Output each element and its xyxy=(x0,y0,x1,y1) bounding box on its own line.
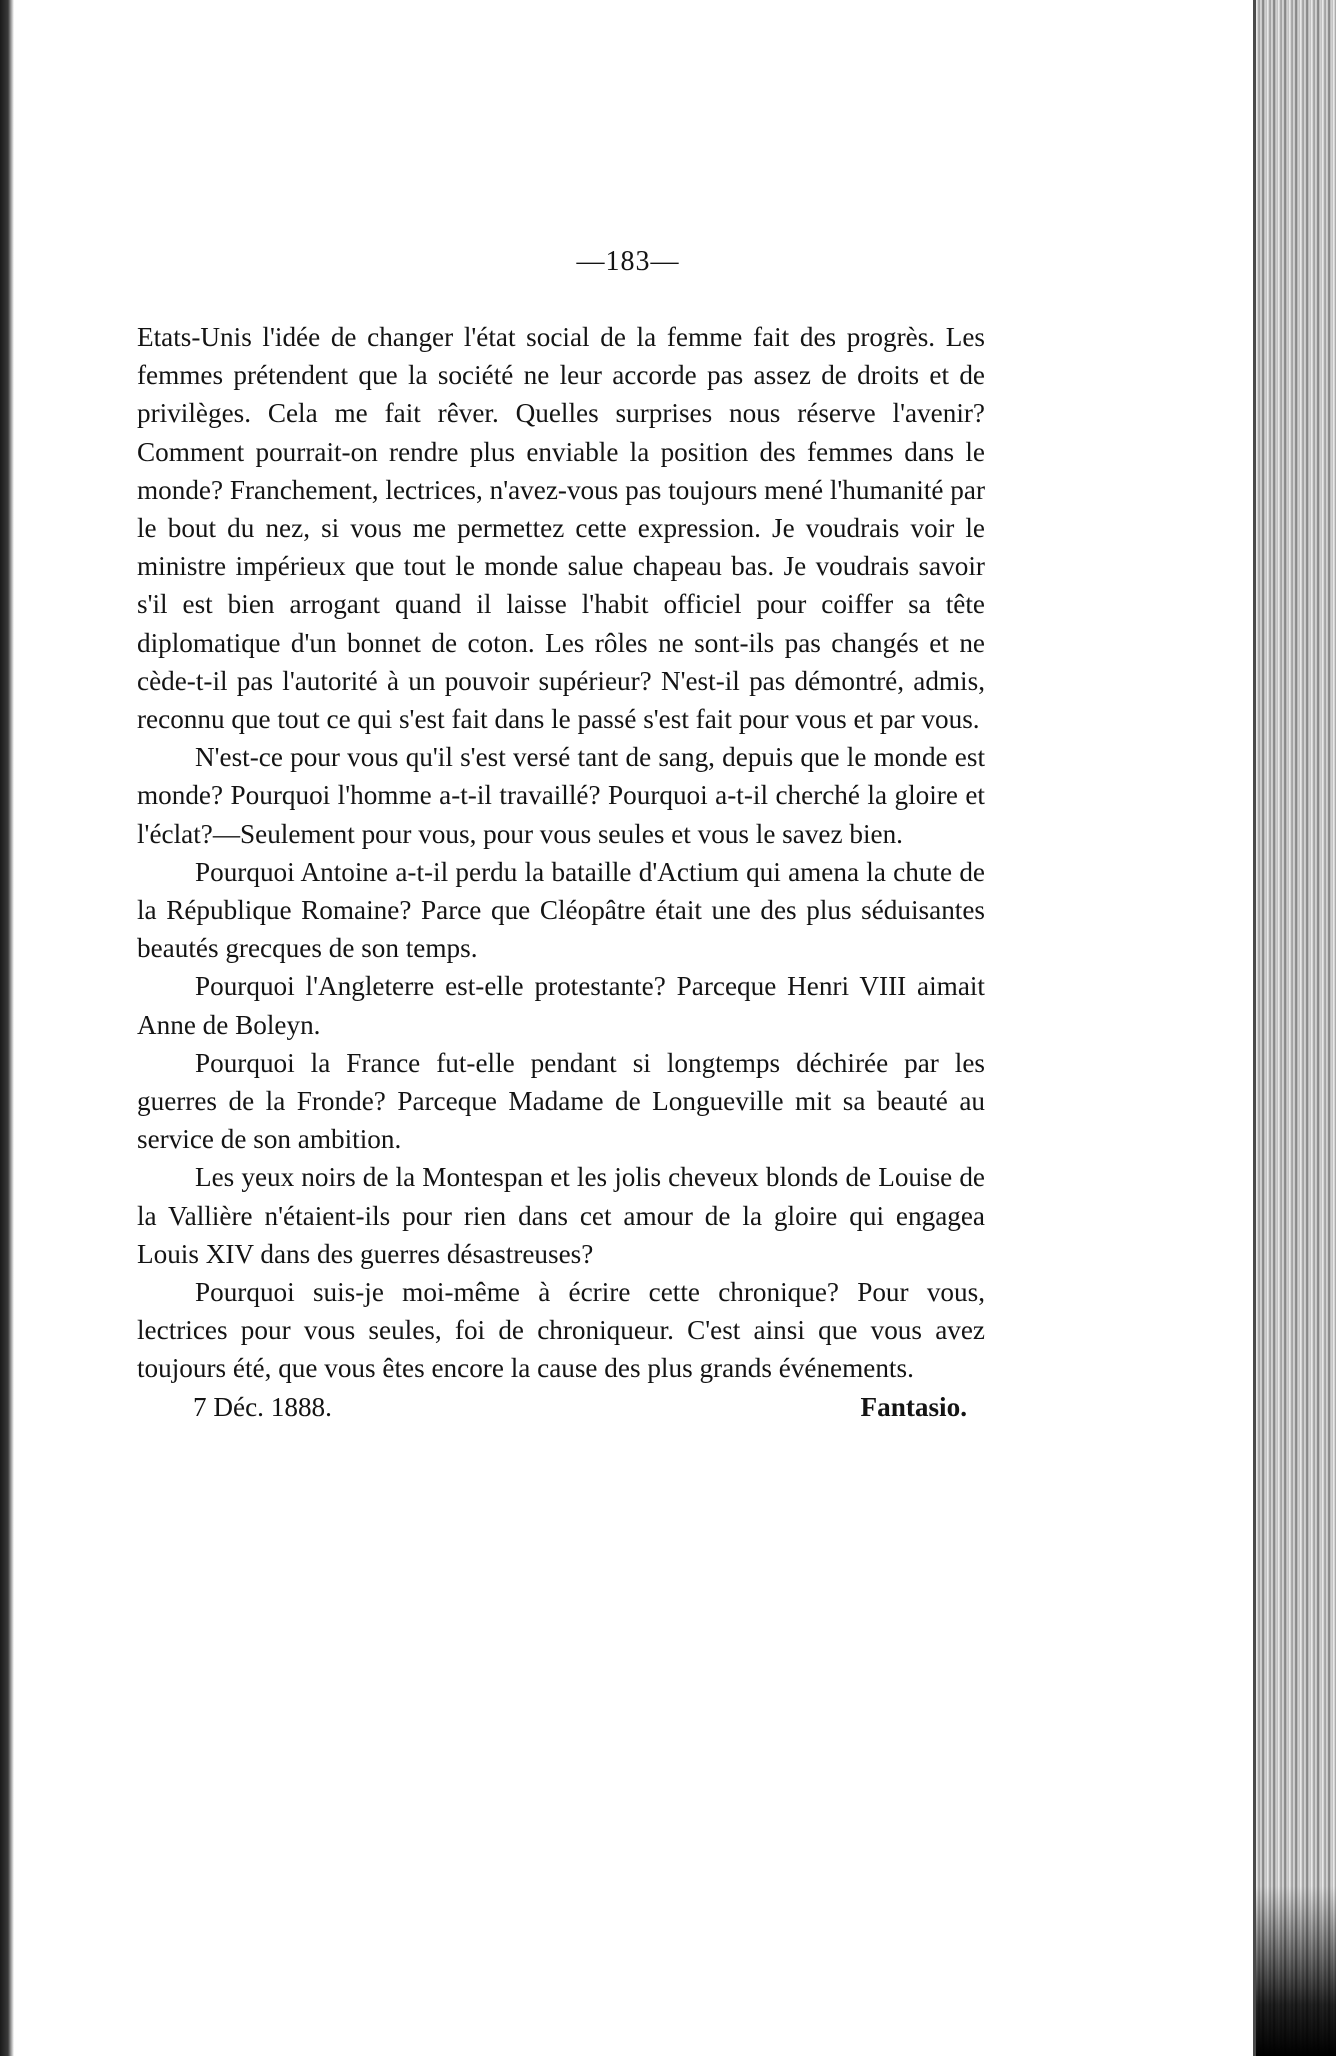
page-edge-shadow xyxy=(1256,1886,1336,2056)
paragraph: Les yeux noirs de la Montespan et les jolis cheveux blonds de Louise de la Vallière n'étaient-ils pour rien dans cet amour de la gloire qui engagea Louis XIV dans des guerres désastreuses? xyxy=(137,1162,985,1269)
dateline-row xyxy=(137,1388,985,1426)
paragraph: Pourquoi Antoine a-t-il perdu la bataille d'Actium qui amena la chute de la République Romaine? Parce que Cléopâtre était une des plus séduisantes beautés grecques de son temps. xyxy=(137,856,985,964)
paragraph: N'est-ce pour vous qu'il s'est versé tant de sang, depuis que le monde est monde? Pourquoi l'homme a-t-il travaillé? Pourquoi a-t-il cherché la gloire et l'éclat?—Seulement pour vous, pour vous seules et vous le savez bien. xyxy=(137,742,985,849)
author-signature: Fantasio. xyxy=(860,1391,967,1422)
book-page-edge xyxy=(1253,0,1336,2056)
body-text xyxy=(137,318,985,1426)
paragraph: Pourquoi suis-je moi-même à écrire cette chronique? Pour vous, lectrices pour vous seules, foi de chroniqueur. C'est ainsi que vous avez toujours été, que vous êtes encore la cause des plus grands événements. xyxy=(137,1277,985,1384)
page-number: —183— xyxy=(576,246,680,277)
date: 7 Déc. 1888. xyxy=(193,1391,332,1422)
paragraph: Pourquoi la France fut-elle pendant si longtemps déchirée par les guerres de la Fronde? Parceque Madame de Longueville mit sa beauté au service de son ambition. xyxy=(137,1047,985,1155)
paragraph-continuation: Etats-Unis l'idée de changer l'état social de la femme fait des progrès. Les femmes prétendent que la société ne leur accorde pas assez de droits et de privilèges. Cela me fait rêver. Quelles surprises nous réserve l'avenir? Comment pourrait-on rendre plus enviable la position des femmes dans le monde? Franchement, lectrices, n'avez-vous pas toujours mené l'humanité par le bout du nez, si vous me permettez cette expression. Je voudrais voir le ministre impérieux que tout le monde salue chapeau bas. Je voudrais savoir s'il est bien arrogant quand il laisse l'habit officiel pour coiffer sa tête diplomatique d'un bonnet de coton. Les rôles ne sont-ils pas changés et ne cède-t-il pas l'autorité à un pouvoir supérieur? N'est-il pas démontré, admis, reconnu que tout ce qui s'est fait dans le passé s'est fait pour vous et par vous. xyxy=(137,322,985,735)
paragraph: Pourquoi l'Angleterre est-elle protestante? Parceque Henri VIII aimait Anne de Boleyn. xyxy=(137,971,985,1040)
scan-left-edge xyxy=(0,0,14,2056)
